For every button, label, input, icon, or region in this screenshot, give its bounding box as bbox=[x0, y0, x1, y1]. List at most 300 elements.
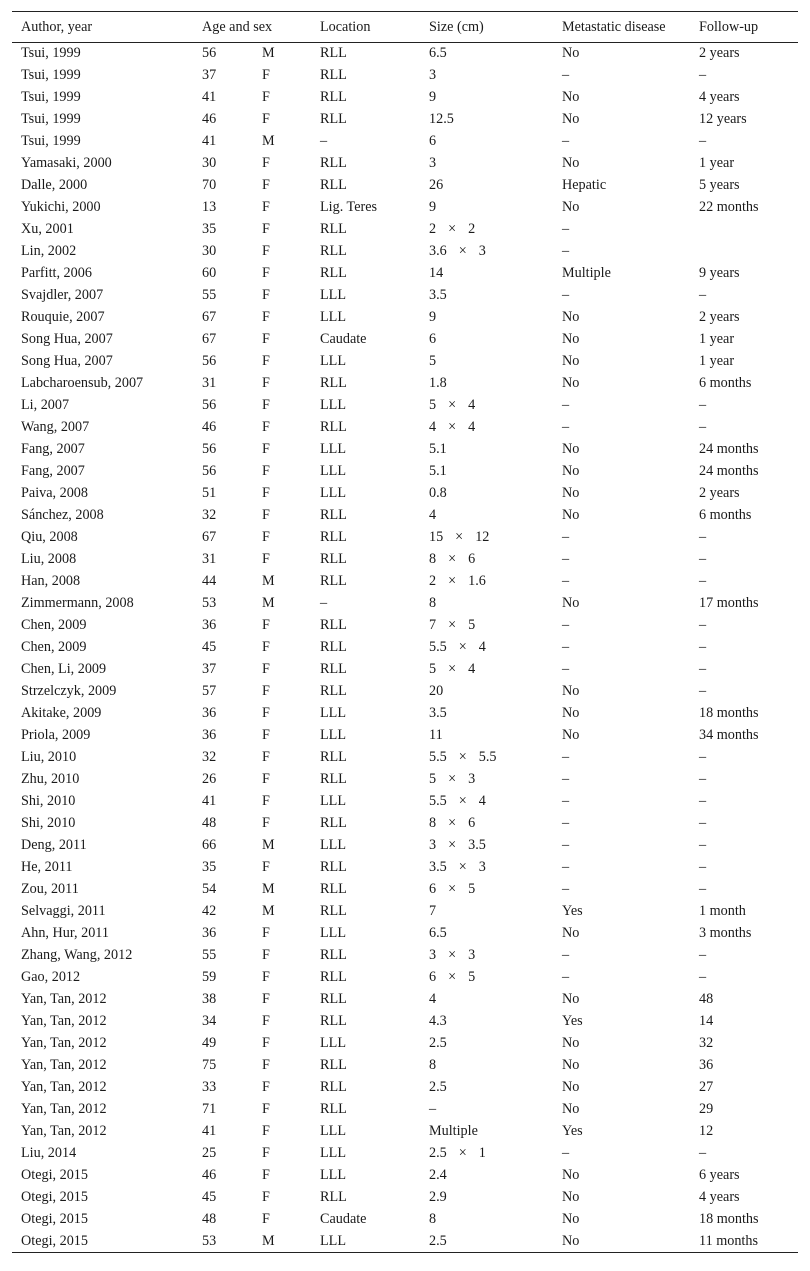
cell-author: Sánchez, 2008 bbox=[21, 507, 104, 523]
cell-author: Song Hua, 2007 bbox=[21, 353, 113, 369]
cell-author: Tsui, 1999 bbox=[21, 133, 81, 149]
cell-metastatic: No bbox=[562, 925, 580, 941]
size-value: 4 bbox=[478, 639, 486, 655]
cell-location: LLL bbox=[320, 1123, 346, 1139]
cell-size bbox=[429, 637, 562, 659]
cell-metastatic: – bbox=[562, 815, 570, 831]
cell-sex: F bbox=[262, 1189, 270, 1205]
cell-size bbox=[429, 197, 562, 219]
cell-author: Labcharoensub, 2007 bbox=[21, 375, 144, 391]
cell-metastatic: No bbox=[562, 1035, 580, 1051]
cell-follow-up: – bbox=[699, 969, 707, 985]
cell-age: 30 bbox=[202, 243, 217, 259]
cell-follow-up: – bbox=[699, 617, 707, 633]
cell-metastatic: Yes bbox=[562, 1123, 583, 1139]
cell-size bbox=[429, 681, 562, 703]
cell-metastatic: – bbox=[562, 133, 570, 149]
table-row bbox=[12, 637, 798, 659]
cell-sex: M bbox=[262, 45, 275, 62]
cell-metastatic: No bbox=[562, 331, 580, 347]
cell-author: Shi, 2010 bbox=[21, 815, 76, 831]
cell-author: Otegi, 2015 bbox=[21, 1167, 88, 1183]
size-value: 11 bbox=[429, 727, 443, 743]
cell-follow-up: – bbox=[699, 683, 707, 699]
cell-sex: F bbox=[262, 67, 270, 83]
cell-sex: F bbox=[262, 1035, 270, 1051]
cell-sex: F bbox=[262, 1211, 270, 1227]
cell-follow-up: – bbox=[699, 529, 707, 545]
cell-size bbox=[429, 131, 562, 153]
times-symbol: × bbox=[448, 573, 457, 589]
table-row bbox=[12, 549, 798, 571]
cell-age: 41 bbox=[202, 793, 217, 809]
cell-size bbox=[429, 901, 562, 923]
size-value: 5.5 bbox=[429, 793, 447, 809]
cell-author: Selvaggi, 2011 bbox=[21, 903, 106, 919]
cell-location: RLL bbox=[320, 903, 347, 919]
cell-author: Fang, 2007 bbox=[21, 463, 85, 479]
cell-author: Song Hua, 2007 bbox=[21, 331, 113, 347]
times-symbol: × bbox=[458, 639, 467, 655]
size-value: 3.6 bbox=[429, 243, 447, 259]
size-value: 5.5 bbox=[429, 749, 447, 765]
table-row bbox=[12, 967, 798, 989]
cell-author: Yan, Tan, 2012 bbox=[21, 1101, 107, 1117]
header-age-sex: Age and sex bbox=[202, 12, 320, 43]
cell-follow-up: 6 months bbox=[699, 507, 752, 523]
cell-location: – bbox=[320, 595, 328, 611]
cell-size bbox=[429, 1143, 562, 1165]
times-symbol: × bbox=[448, 771, 457, 787]
times-symbol: × bbox=[448, 947, 457, 963]
cell-size bbox=[429, 351, 562, 373]
table-row bbox=[12, 417, 798, 439]
size-value: 2.9 bbox=[429, 1189, 447, 1205]
cell-follow-up: 9 years bbox=[699, 265, 740, 281]
cell-sex: M bbox=[262, 595, 275, 611]
cell-size bbox=[429, 945, 562, 967]
cell-location: RLL bbox=[320, 683, 347, 699]
cell-size bbox=[429, 395, 562, 417]
table-row bbox=[12, 65, 798, 87]
cell-age: 37 bbox=[202, 661, 217, 677]
size-value: 3 bbox=[468, 771, 476, 787]
cell-sex: F bbox=[262, 507, 270, 523]
cell-author: Zhang, Wang, 2012 bbox=[21, 947, 133, 963]
cell-size bbox=[429, 285, 562, 307]
cell-location: RLL bbox=[320, 771, 347, 787]
size-value: 2.5 bbox=[429, 1145, 447, 1161]
cell-follow-up: 4 years bbox=[699, 1189, 740, 1205]
size-value: 26 bbox=[429, 177, 444, 193]
cell-age: 66 bbox=[202, 837, 217, 853]
table-row bbox=[12, 989, 798, 1011]
cell-location: LLL bbox=[320, 705, 346, 721]
table-row bbox=[12, 901, 798, 923]
cell-follow-up: – bbox=[699, 67, 707, 83]
table-row bbox=[12, 923, 798, 945]
table-row bbox=[12, 769, 798, 791]
size-value: 6 bbox=[429, 133, 437, 149]
cell-age: 70 bbox=[202, 177, 217, 193]
cell-metastatic: No bbox=[562, 1189, 580, 1205]
cell-size bbox=[429, 1055, 562, 1077]
cell-sex: F bbox=[262, 1079, 270, 1095]
cell-size bbox=[429, 967, 562, 989]
size-value: 3 bbox=[429, 837, 437, 853]
cell-location: RLL bbox=[320, 859, 347, 875]
cell-age: 48 bbox=[202, 815, 217, 831]
cell-follow-up: – bbox=[699, 133, 707, 149]
cell-metastatic: – bbox=[562, 573, 570, 589]
size-value: 3.5 bbox=[429, 287, 447, 303]
cell-author: Rouquie, 2007 bbox=[21, 309, 105, 325]
cell-size bbox=[429, 527, 562, 549]
cell-follow-up: 2 years bbox=[699, 485, 740, 501]
size-value: 6.5 bbox=[429, 925, 447, 941]
cell-location: LLL bbox=[320, 309, 346, 325]
table-row bbox=[12, 703, 798, 725]
cell-author: Liu, 2008 bbox=[21, 551, 77, 567]
cell-follow-up: 17 months bbox=[699, 595, 759, 611]
cell-metastatic: No bbox=[562, 1231, 699, 1253]
cell-author: Yan, Tan, 2012 bbox=[21, 1035, 107, 1051]
cell-author: Liu, 2010 bbox=[21, 749, 77, 765]
cell-location: RLL bbox=[320, 529, 347, 545]
cell-location: RLL bbox=[320, 67, 347, 83]
table-row bbox=[12, 1033, 798, 1055]
table-row bbox=[12, 681, 798, 703]
cell-location: LLL bbox=[320, 1167, 346, 1183]
cell-metastatic: No bbox=[562, 1101, 580, 1117]
cell-sex: F bbox=[262, 1013, 270, 1029]
table-row bbox=[12, 219, 798, 241]
cell-follow-up: – bbox=[699, 881, 707, 897]
cell-follow-up: 24 months bbox=[699, 441, 759, 457]
size-value: Multiple bbox=[429, 1123, 478, 1139]
cell-age: 44 bbox=[202, 573, 217, 589]
cell-location: LLL bbox=[320, 1145, 346, 1161]
cell-metastatic: – bbox=[562, 243, 570, 259]
table-row bbox=[12, 1121, 798, 1143]
table-row bbox=[12, 1231, 798, 1253]
cell-follow-up: – bbox=[699, 1145, 707, 1161]
cell-age: 33 bbox=[202, 1079, 217, 1095]
table-row bbox=[12, 1077, 798, 1099]
cell-metastatic: – bbox=[562, 969, 570, 985]
times-symbol: × bbox=[448, 881, 457, 897]
size-value: 9 bbox=[429, 89, 437, 105]
cell-metastatic: – bbox=[562, 397, 570, 413]
cell-age: 41 bbox=[202, 1123, 217, 1139]
cell-author: Wang, 2007 bbox=[21, 419, 90, 435]
cell-age: 67 bbox=[202, 309, 217, 325]
cell-size bbox=[429, 549, 562, 571]
table-row bbox=[12, 439, 798, 461]
cell-follow-up: – bbox=[699, 771, 707, 787]
cell-age: 37 bbox=[202, 67, 217, 83]
cell-size bbox=[429, 615, 562, 637]
size-value: 3 bbox=[468, 947, 476, 963]
times-symbol: × bbox=[448, 617, 457, 633]
size-value: 15 bbox=[429, 529, 444, 545]
cell-age: 71 bbox=[202, 1101, 217, 1117]
cell-sex: F bbox=[262, 331, 270, 347]
cell-age: 36 bbox=[202, 727, 217, 743]
cell-age: 13 bbox=[202, 199, 217, 215]
cell-metastatic: Hepatic bbox=[562, 177, 607, 193]
cell-location: RLL bbox=[320, 1101, 347, 1117]
cell-author: Yan, Tan, 2012 bbox=[21, 1057, 107, 1073]
cell-metastatic: No bbox=[562, 1079, 580, 1095]
cell-size bbox=[429, 109, 562, 131]
cell-metastatic: No bbox=[562, 155, 580, 171]
cell-follow-up: – bbox=[699, 397, 707, 413]
cell-metastatic: No bbox=[562, 991, 580, 1007]
cell-metastatic: No bbox=[562, 111, 580, 127]
cell-location: LLL bbox=[320, 837, 346, 853]
cell-metastatic: – bbox=[562, 639, 570, 655]
cell-author: Yan, Tan, 2012 bbox=[21, 1079, 107, 1095]
cell-sex: F bbox=[262, 111, 270, 127]
cell-metastatic: – bbox=[562, 551, 570, 567]
cell-follow-up: 2 years bbox=[699, 45, 740, 62]
cell-sex: F bbox=[262, 463, 270, 479]
cell-metastatic: No bbox=[562, 595, 580, 611]
cell-sex: M bbox=[262, 837, 275, 853]
times-symbol: × bbox=[458, 1145, 467, 1161]
cell-metastatic: – bbox=[562, 837, 570, 853]
cell-author: Yan, Tan, 2012 bbox=[21, 1013, 107, 1029]
size-value: 7 bbox=[429, 903, 437, 919]
cell-location: LLL bbox=[320, 793, 346, 809]
cell-metastatic: Multiple bbox=[562, 265, 611, 281]
table-row bbox=[12, 945, 798, 967]
cell-location: RLL bbox=[320, 221, 347, 237]
cell-age: 32 bbox=[202, 507, 217, 523]
size-value: 6 bbox=[429, 969, 437, 985]
cell-location: RLL bbox=[320, 89, 347, 105]
cell-metastatic: – bbox=[562, 859, 570, 875]
cell-metastatic: No bbox=[562, 353, 580, 369]
times-symbol: × bbox=[458, 749, 467, 765]
cell-author: Tsui, 1999 bbox=[21, 45, 81, 62]
cell-follow-up: 1 year bbox=[699, 331, 735, 347]
times-symbol: × bbox=[458, 859, 467, 875]
table-row bbox=[12, 197, 798, 219]
cell-metastatic: No bbox=[562, 375, 580, 391]
table-row bbox=[12, 571, 798, 593]
cell-age: 41 bbox=[202, 133, 217, 149]
size-value: 14 bbox=[429, 265, 444, 281]
table-row bbox=[12, 43, 798, 65]
table-row bbox=[12, 725, 798, 747]
cell-age: 75 bbox=[202, 1057, 217, 1073]
size-value: 3 bbox=[478, 243, 486, 259]
cell-location: LLL bbox=[320, 727, 346, 743]
header-metastatic-disease: Metastatic disease bbox=[562, 12, 699, 43]
cell-sex: F bbox=[262, 947, 270, 963]
cell-author: Tsui, 1999 bbox=[21, 67, 81, 83]
table-row bbox=[12, 329, 798, 351]
cell-size bbox=[429, 725, 562, 747]
cell-size bbox=[429, 263, 562, 285]
cell-location: RLL bbox=[320, 639, 347, 655]
cell-size bbox=[429, 769, 562, 791]
cell-sex: F bbox=[262, 639, 270, 655]
cell-size bbox=[429, 571, 562, 593]
cell-age: 35 bbox=[202, 221, 217, 237]
cell-metastatic: – bbox=[562, 771, 570, 787]
cell-location: RLL bbox=[320, 551, 347, 567]
cell-author: Paiva, 2008 bbox=[21, 485, 88, 501]
cell-follow-up: 48 bbox=[699, 991, 714, 1007]
cell-location: RLL bbox=[320, 45, 347, 62]
cell-age: 59 bbox=[202, 969, 217, 985]
cell-size bbox=[429, 87, 562, 109]
size-value: 3 bbox=[429, 67, 437, 83]
cell-size bbox=[429, 1165, 562, 1187]
cell-location: Caudate bbox=[320, 1211, 367, 1227]
size-value: – bbox=[429, 1101, 437, 1117]
cell-author: Tsui, 1999 bbox=[21, 89, 81, 105]
cell-age: 34 bbox=[202, 1013, 217, 1029]
cell-author: Parfitt, 2006 bbox=[21, 265, 92, 281]
table-row bbox=[12, 175, 798, 197]
cell-size bbox=[429, 417, 562, 439]
cell-location: RLL bbox=[320, 265, 347, 281]
size-value: 4.3 bbox=[429, 1013, 447, 1029]
size-value: 1.6 bbox=[468, 573, 486, 589]
cell-follow-up: – bbox=[699, 749, 707, 765]
cell-location: RLL bbox=[320, 1189, 347, 1205]
cell-sex: F bbox=[262, 419, 270, 435]
cell-follow-up: 18 months bbox=[699, 705, 759, 721]
cell-sex: F bbox=[262, 1057, 270, 1073]
cell-location: LLL bbox=[320, 353, 346, 369]
cell-location: LLL bbox=[320, 925, 346, 941]
cell-follow-up: 12 years bbox=[699, 111, 747, 127]
size-value: 0.8 bbox=[429, 485, 447, 501]
cell-age: 56 bbox=[202, 441, 217, 457]
size-value: 3.5 bbox=[429, 859, 447, 875]
cell-size bbox=[429, 241, 562, 263]
size-value: 2.5 bbox=[429, 1232, 447, 1249]
cell-location: LLL bbox=[320, 441, 346, 457]
cell-sex: F bbox=[262, 771, 270, 787]
cell-age: 67 bbox=[202, 529, 217, 545]
cell-location: RLL bbox=[320, 991, 347, 1007]
table-row bbox=[12, 307, 798, 329]
cell-location: LLL bbox=[320, 1035, 346, 1051]
size-value: 3 bbox=[429, 947, 437, 963]
cell-size bbox=[429, 1033, 562, 1055]
cell-author: Dalle, 2000 bbox=[21, 177, 88, 193]
size-value: 6 bbox=[468, 815, 476, 831]
cell-sex: F bbox=[262, 221, 270, 237]
cell-age: 35 bbox=[202, 859, 217, 875]
cell-age: 36 bbox=[202, 617, 217, 633]
cell-follow-up: 32 bbox=[699, 1035, 714, 1051]
cell-size bbox=[429, 835, 562, 857]
cell-size bbox=[429, 43, 562, 65]
cell-size bbox=[429, 1099, 562, 1121]
cell-age: 31 bbox=[202, 375, 217, 391]
cell-metastatic: No bbox=[562, 683, 580, 699]
size-value: 5 bbox=[429, 397, 437, 413]
cell-location: RLL bbox=[320, 419, 347, 435]
cell-follow-up: 29 bbox=[699, 1101, 714, 1117]
cell-metastatic: – bbox=[562, 661, 570, 677]
size-value: 5.1 bbox=[429, 463, 447, 479]
cell-sex: F bbox=[262, 529, 270, 545]
cell-metastatic: No bbox=[562, 1211, 580, 1227]
cell-follow-up: – bbox=[699, 551, 707, 567]
times-symbol: × bbox=[448, 661, 457, 677]
cell-metastatic: Yes bbox=[562, 903, 583, 919]
table-row bbox=[12, 615, 798, 637]
header-size: Size (cm) bbox=[429, 12, 562, 43]
cell-size bbox=[429, 483, 562, 505]
cell-location: Lig. Teres bbox=[320, 199, 378, 215]
cell-size bbox=[429, 1121, 562, 1143]
cell-follow-up: – bbox=[699, 573, 707, 589]
cell-follow-up: – bbox=[699, 639, 707, 655]
cell-author: Akitake, 2009 bbox=[21, 705, 102, 721]
cell-metastatic: – bbox=[562, 287, 570, 303]
table-row bbox=[12, 1099, 798, 1121]
size-value: 12.5 bbox=[429, 111, 454, 127]
cell-location: RLL bbox=[320, 881, 347, 897]
cell-size bbox=[429, 505, 562, 527]
cell-sex: F bbox=[262, 991, 270, 1007]
size-value: 4 bbox=[429, 991, 437, 1007]
cell-author: Ahn, Hur, 2011 bbox=[21, 925, 109, 941]
table-row bbox=[12, 285, 798, 307]
table-row bbox=[12, 857, 798, 879]
cell-sex: F bbox=[262, 177, 270, 193]
cell-sex: F bbox=[262, 375, 270, 391]
cell-metastatic: No bbox=[562, 441, 580, 457]
cell-age: 31 bbox=[202, 551, 217, 567]
cell-location: Caudate bbox=[320, 331, 367, 347]
cell-author: Zhu, 2010 bbox=[21, 771, 80, 787]
cell-age: 57 bbox=[202, 683, 217, 699]
case-table bbox=[12, 11, 798, 1253]
cell-author: Yan, Tan, 2012 bbox=[21, 991, 107, 1007]
cell-age: 55 bbox=[202, 947, 217, 963]
table-row bbox=[12, 351, 798, 373]
cell-author: Yukichi, 2000 bbox=[21, 199, 101, 215]
cell-follow-up: 1 month bbox=[699, 903, 746, 919]
cell-sex: F bbox=[262, 89, 270, 105]
cell-follow-up: 6 years bbox=[699, 1167, 740, 1183]
cell-sex: F bbox=[262, 397, 270, 413]
size-value: 8 bbox=[429, 1211, 437, 1227]
cell-location: RLL bbox=[320, 155, 347, 171]
cell-sex: F bbox=[262, 705, 270, 721]
cell-metastatic: No bbox=[562, 1057, 580, 1073]
size-value: 2 bbox=[429, 573, 437, 589]
cell-age: 53 bbox=[202, 595, 217, 611]
cell-author: Svajdler, 2007 bbox=[21, 287, 104, 303]
cell-location: LLL bbox=[320, 463, 346, 479]
cell-follow-up: – bbox=[699, 815, 707, 831]
cell-age: 25 bbox=[202, 1145, 217, 1161]
cell-metastatic: Yes bbox=[562, 1013, 583, 1029]
cell-metastatic: No bbox=[562, 507, 580, 523]
size-value: 6 bbox=[429, 881, 437, 897]
